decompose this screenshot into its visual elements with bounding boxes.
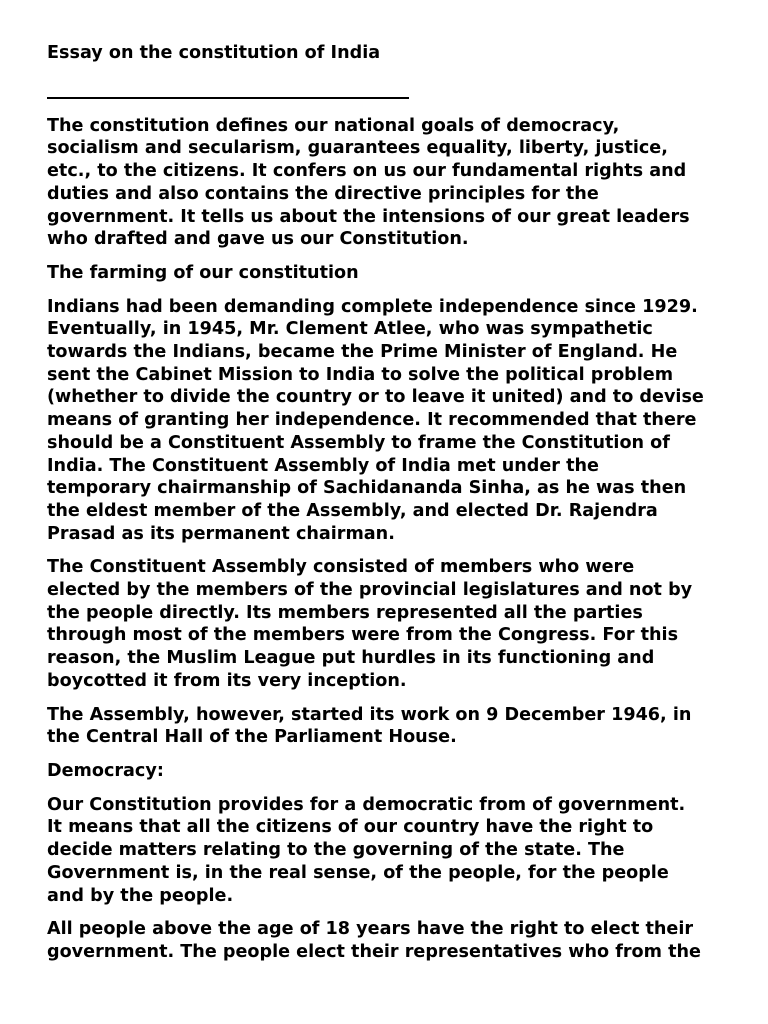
paragraph	[47, 296, 727, 546]
paragraph-line: The Constituent Assembly consisted of members who were	[47, 557, 635, 578]
paragraph-line: who drafted and gave us our Constitution.	[47, 229, 469, 250]
paragraph-line: reason, the Muslim League put hurdles in its functioning and	[47, 648, 655, 669]
paragraph-line: government. It tells us about the intensions of our great leaders	[47, 206, 690, 227]
paragraph-line: through most of the members were from the Congress. For this	[47, 625, 679, 646]
paragraph-line: (whether to divide the country or to leave it united) and to devise	[47, 387, 704, 408]
paragraph	[47, 115, 727, 251]
paragraph-line: duties and also contains the directive principles for the	[47, 183, 599, 204]
paragraph-line: Democracy:	[47, 760, 164, 781]
paragraph-line: It means that all the citizens of our country have the right to	[47, 817, 654, 838]
paragraph-line: and by the people.	[47, 885, 234, 906]
paragraph-line: government. The people elect their representatives who from the	[47, 941, 701, 962]
paragraph-line: the eldest member of the Assembly, and elected Dr. Rajendra	[47, 500, 658, 521]
document-body	[47, 115, 727, 964]
paragraph-line: Government is, in the real sense, of the people, for the people	[47, 862, 669, 883]
paragraph-line: elected by the members of the provincial legislatures and not by	[47, 580, 693, 601]
paragraph-line: Indians had been demanding complete independence since 1929.	[47, 296, 698, 317]
paragraph-line: India. The Constituent Assembly of India met under the	[47, 455, 599, 476]
paragraph-line: The constitution defines our national goals of democracy,	[47, 115, 620, 136]
paragraph-line: Prasad as its permanent chairman.	[47, 523, 395, 544]
paragraph-line: temporary chairmanship of Sachidananda Sinha, as he was then	[47, 478, 687, 499]
paragraph-line: etc., to the citizens. It confers on us our fundamental rights and	[47, 161, 687, 182]
title-underline-rule	[47, 97, 409, 99]
paragraph-line: The Assembly, however, started its work on 9 December 1946, in	[47, 704, 692, 725]
paragraph	[47, 760, 727, 783]
paragraph-line: boycotted it from its very inception.	[47, 670, 407, 691]
document-title: Essay on the constitution of India	[47, 43, 381, 63]
paragraph-line: towards the Indians, became the Prime Minister of England. He	[47, 342, 678, 363]
paragraph-line: should be a Constituent Assembly to frame the Constitution of	[47, 432, 670, 453]
paragraph	[47, 918, 727, 963]
paragraph-line: All people above the age of 18 years have the right to elect their	[47, 919, 694, 940]
paragraph	[47, 262, 727, 285]
paragraph-line: Our Constitution provides for a democratic from of government.	[47, 794, 686, 815]
paragraph-line: The farming of our constitution	[47, 262, 359, 283]
paragraph-line: the people directly. Its members represented all the parties	[47, 602, 643, 623]
paragraph	[47, 556, 727, 692]
paragraph-line: socialism and secularism, guarantees equality, liberty, justice,	[47, 138, 668, 159]
document-page	[47, 42, 727, 975]
paragraph	[47, 704, 727, 749]
paragraph-line: Eventually, in 1945, Mr. Clement Atlee, who was sympathetic	[47, 319, 653, 340]
paragraph-line: decide matters relating to the governing of the state. The	[47, 840, 625, 861]
paragraph-line: the Central Hall of the Parliament House.	[47, 727, 457, 748]
paragraph	[47, 794, 727, 908]
paragraph-line: means of granting her independence. It recommended that there	[47, 410, 697, 431]
paragraph-line: sent the Cabinet Mission to India to solve the political problem	[47, 364, 674, 385]
